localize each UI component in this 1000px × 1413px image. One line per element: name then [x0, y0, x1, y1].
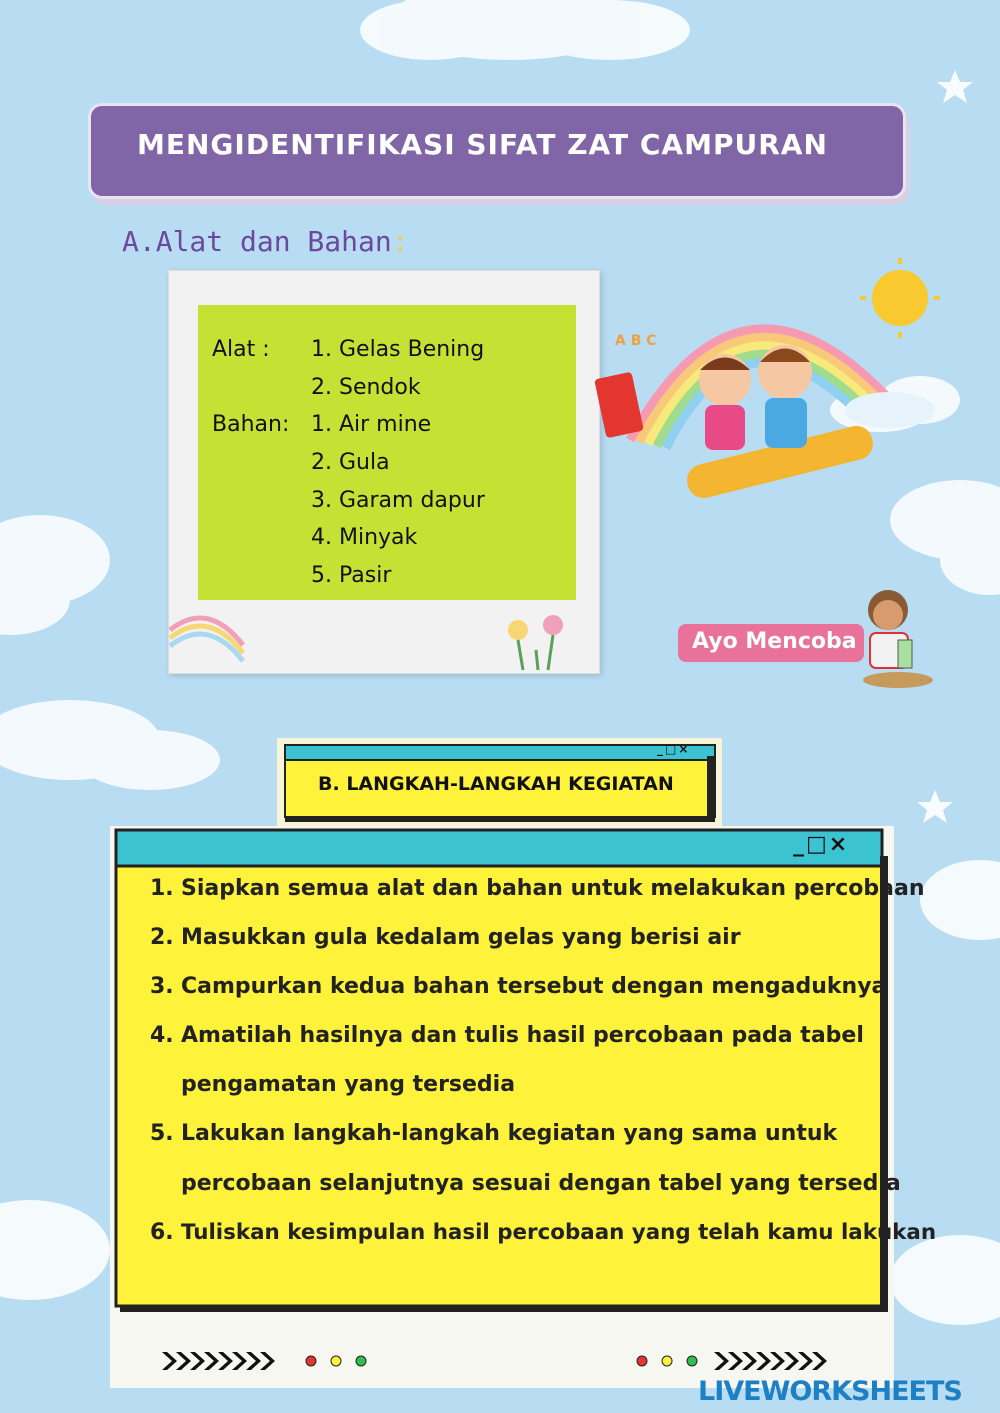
bahan-item: 1. Air mine: [311, 412, 432, 437]
step-number: 6.: [150, 1220, 174, 1245]
ayo-mencoba-text: Ayo Mencoba: [692, 629, 857, 654]
bahan-item: 5. Pasir: [311, 563, 392, 588]
step-text: Siapkan semua alat dan bahan untuk melakukan percobaan: [181, 876, 925, 901]
close-icon: ×: [678, 742, 691, 756]
step-text: Campurkan kedua bahan tersebut dengan mengaduknya: [181, 974, 887, 999]
boy-experiment-illustration: [858, 585, 938, 690]
bahan-item: 2. Gula: [311, 450, 390, 475]
ayo-mencoba-badge: [678, 624, 864, 662]
section-a-heading-text: A.Alat dan Bahan: [122, 225, 392, 258]
bahan-label: Bahan:: [212, 412, 290, 437]
section-a-heading: [122, 225, 409, 258]
step-text: Amatilah hasilnya dan tulis hasil percobaan pada tabel: [181, 1023, 864, 1048]
step-number: 5.: [150, 1121, 174, 1146]
maximize-icon: □: [806, 832, 829, 857]
liveworksheets-logo: [698, 1376, 962, 1407]
maximize-icon: □: [665, 742, 679, 756]
step-text-continued: percobaan selanjutnya sesuai dengan tabel yang tersedia: [181, 1171, 901, 1196]
rainbow-kids-illustration: [590, 250, 950, 500]
bahan-item: 3. Garam dapur: [311, 488, 485, 513]
small-window-controls: [657, 742, 690, 756]
svg-text:A B C: A B C: [615, 333, 657, 349]
alat-label: Alat :: [212, 337, 270, 362]
big-window-controls: [793, 832, 849, 857]
step-text: Lakukan langkah-langkah kegiatan yang sama untuk: [181, 1121, 838, 1146]
minimize-icon: _: [657, 742, 665, 756]
alat-item: 2. Sendok: [311, 375, 421, 400]
step-number: 3.: [150, 974, 174, 999]
close-icon: ×: [828, 832, 850, 857]
title-banner: [88, 103, 906, 199]
minimize-icon: _: [793, 832, 806, 857]
step-text: Tuliskan kesimpulan hasil percobaan yang telah kamu lakukan: [181, 1220, 937, 1245]
step-number: 1.: [150, 876, 174, 901]
step-number: 4.: [150, 1023, 174, 1048]
step-text-continued: pengamatan yang tersedia: [181, 1072, 516, 1097]
step-number: 2.: [150, 925, 174, 950]
step-text: Masukkan gula kedalam gelas yang berisi air: [181, 925, 741, 950]
page-title: MENGIDENTIFIKASI SIFAT ZAT CAMPURAN: [137, 128, 828, 161]
bahan-item: 4. Minyak: [311, 525, 418, 550]
frame-decor-illustration: [168, 590, 598, 672]
section-b-heading: B. LANGKAH-LANGKAH KEGIATAN: [318, 773, 674, 795]
liveworksheets-text: LIVEWORKSHEETS: [698, 1376, 962, 1407]
alat-item: 1. Gelas Bening: [311, 337, 485, 362]
steps-window: [110, 826, 894, 1388]
section-a-colon: :: [391, 225, 409, 258]
